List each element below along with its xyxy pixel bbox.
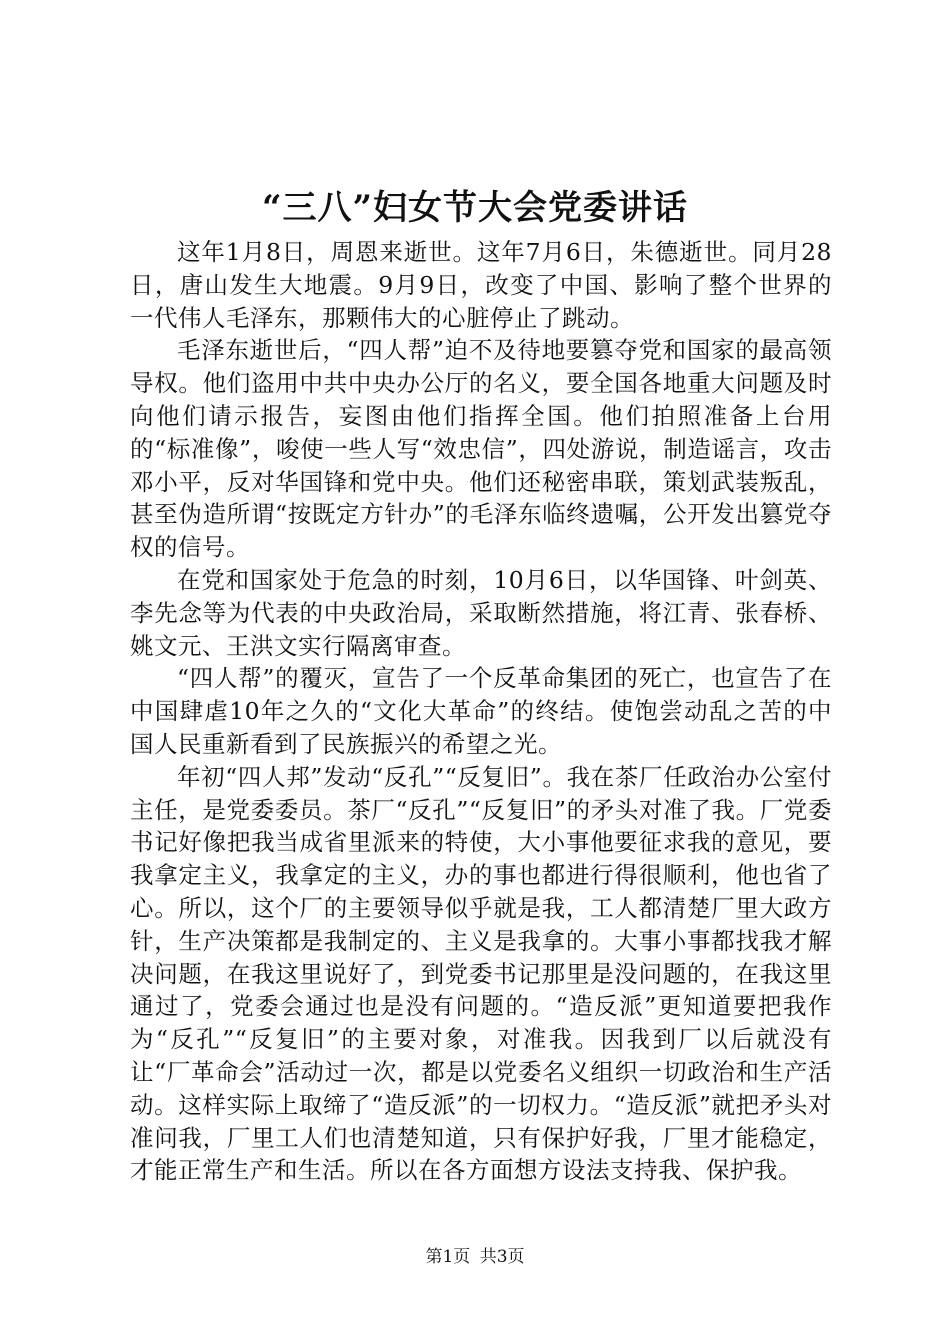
page-number: 第1页	[425, 1247, 471, 1267]
document-body	[130, 236, 832, 1187]
paragraph-3: 在党和国家处于危急的时刻，10月6日，以华国锋、叶剑英、李先念等为代表的中央政治局，采取断然措施，将江青、张春桥、姚文元、王洪文实行隔离审查。	[130, 565, 832, 660]
page-footer	[0, 1246, 950, 1268]
document-title: “三八”妇女节大会党委讲话	[261, 188, 689, 228]
page-total: 共3页	[479, 1247, 525, 1267]
paragraph-2: 毛泽东逝世后，“四人帮”迫不及待地要篡夺党和国家的最高领导权。他们盗用中共中央办公厅的名义，要全国各地重大问题及时向他们请示报告，妄图由他们指挥全国。他们拍照准备上台用的“标准像”，唆使一些人写“效忠信”，四处游说，制造谣言，攻击邓小平，反对华国锋和党中央。他们还秘密串联，策划武装叛乱，甚至伪造所谓“按既定方针办”的毛泽东临终遗嘱，公开发出篡党夺权的信号。	[130, 336, 832, 562]
paragraph-4: “四人帮”的覆灭，宣告了一个反革命集团的死亡，也宣告了在中国肆虐10年之久的“文化大革命”的终结。使饱尝动乱之苦的中国人民重新看到了民族振兴的希望之光。	[130, 664, 832, 758]
paragraph-1: 这年1月8日，周恩来逝世。这年7月6日，朱德逝世。同月28日，唐山发生大地震。9月9日，改变了中国、影响了整个世界的一代伟人毛泽东，那颗伟大的心脏停止了跳动。	[130, 238, 832, 332]
paragraph-5: 年初“四人邦”发动“反孔”“反复旧”。我在茶厂任政治办公室付主任，是党委委员。茶厂“反孔”“反复旧”的矛头对准了我。厂党委书记好像把我当成省里派来的特使，大小事他要征求我的意见，要我拿定主义，我拿定的主义，办的事也都进行得很顺利，他也省了心。所以，这个厂的主要领导似乎就是我，工人都清楚厂里大政方针，生产决策都是我制定的、主义是我拿的。大事小事都找我才解决问题，在我这里说好了，到党委书记那里是没问题的，在我这里通过了，党委会通过也是没有问题的。“造反派”更知道要把我作为“反孔”“反复旧”的主要对象，对准我。因我到厂以后就没有让“厂革命会”活动过一次，都是以党委名义组织一切政治和生产活动。这样实际上取缔了“造反派”的一切权力。“造反派”就把矛头对准问我，厂里工人们也清楚知道，只有保护好我，厂里才能稳定，才能正常生产和生活。所以在各方面想方设法支持我、保护我。	[130, 762, 832, 1185]
